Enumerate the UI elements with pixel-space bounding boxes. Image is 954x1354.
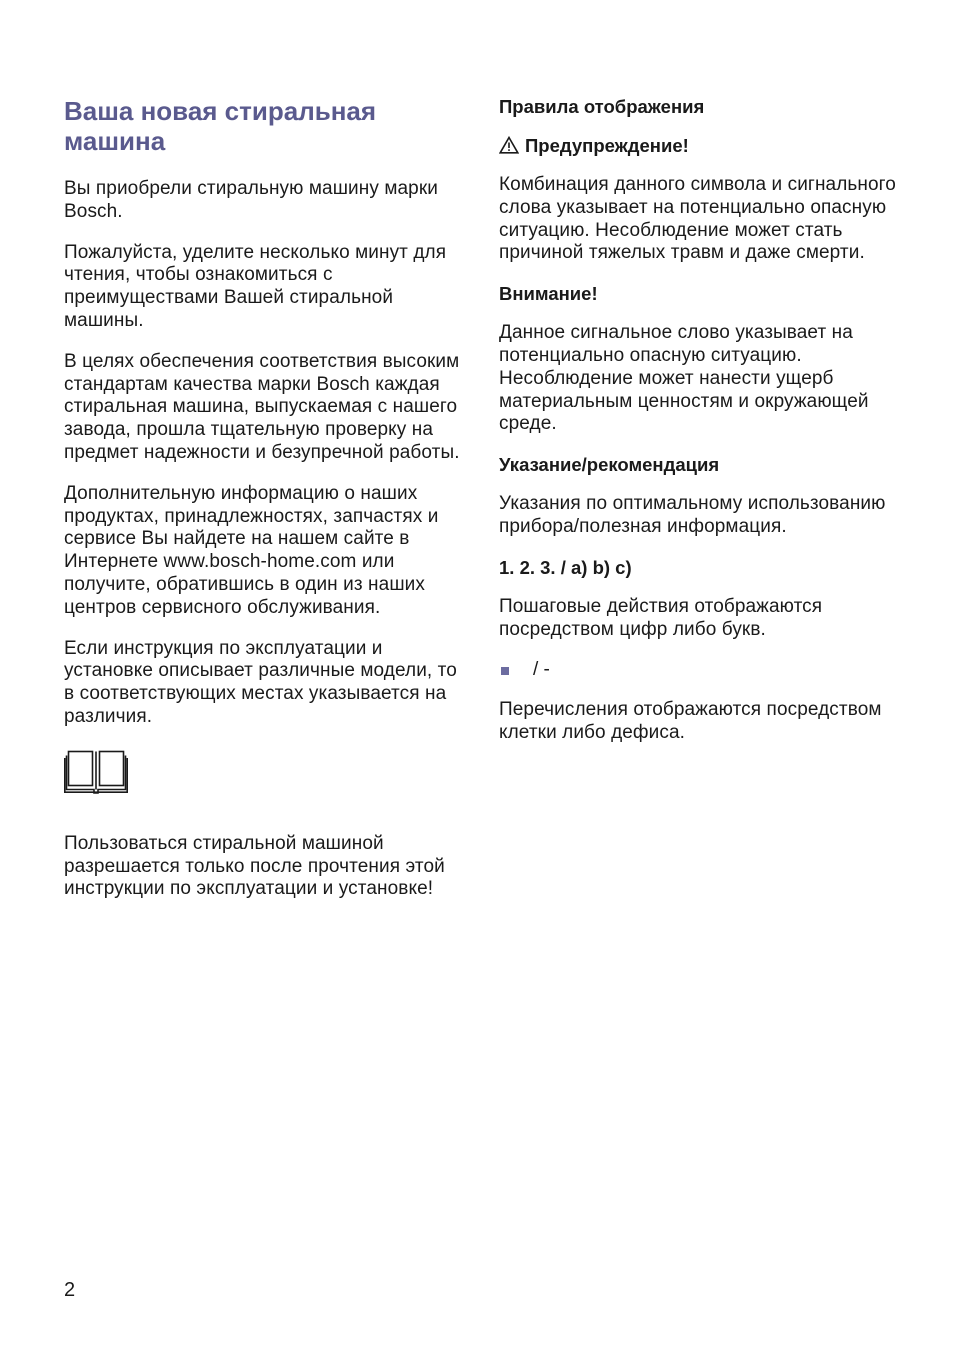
right-column [499, 96, 899, 763]
steps-heading: 1. 2. 3. / a) b) c) [499, 556, 632, 578]
quality-paragraph: В целях обеспечения соответствия высоким стандартам качества марки Bosch каждая стиральная машина, выпускаемая с нашего завода, прошла тщательную проверку на предмет надежности и безупречной работы. [64, 350, 460, 463]
intro-paragraph: Вы приобрели стиральную машину марки Bosch. [64, 178, 438, 222]
bullets-label: / - [533, 659, 550, 681]
steps-text: Пошаговые действия отображаются посредством цифр либо букв. [499, 595, 823, 640]
warning-label: Предупреждение! [525, 135, 689, 156]
bullet-square-icon [501, 667, 509, 675]
note-text: Указания по оптимальному использованию прибора/полезная информация. [499, 493, 886, 537]
page-number: 2 [64, 1279, 76, 1301]
warning-text: Комбинация данного символа и сигнального слова указывает на потенциально опасную ситуацию. Несоблюдение может стать причиной тяжелых травм и даже смерти. [499, 174, 896, 264]
bullets-heading [499, 659, 899, 682]
warning-triangle-icon [499, 136, 519, 154]
open-book-icon [64, 747, 128, 795]
final-notice-paragraph: Пользоваться стиральной машиной разрешается только после прочтения этой инструкции по эксплуатации и установке! [64, 832, 445, 900]
warning-heading [499, 135, 899, 157]
left-column [64, 96, 464, 919]
display-rules-heading: Правила отображения [499, 96, 705, 117]
models-paragraph: Если инструкция по эксплуатации и установке описывает различные модели, то в соответствующих местах указывается на различия. [64, 637, 457, 727]
bullets-text: Перечисления отображаются посредством клетки либо дефиса. [499, 699, 882, 743]
read-request-paragraph: Пожалуйста, уделите несколько минут для чтения, чтобы ознакомиться с преимуществами Вашей стиральной машины. [64, 241, 447, 331]
more-info-paragraph: Дополнительную информацию о наших продуктах, принадлежностях, запчастях и сервисе Вы найдете на нашем сайте в Интернете www.bosch-home.com или получите, обратившись в один из наших центров сервисного обслуживания. [64, 482, 439, 618]
note-heading: Указание/рекомендация [499, 454, 720, 476]
caution-text: Данное сигнальное слово указывает на потенциально опасную ситуацию. Несоблюдение может нанести ущерб материальным ценностям и окружающей среде. [499, 322, 869, 435]
page-title: Ваша новая стиральная машина [64, 96, 377, 156]
caution-heading: Внимание! [499, 283, 598, 305]
